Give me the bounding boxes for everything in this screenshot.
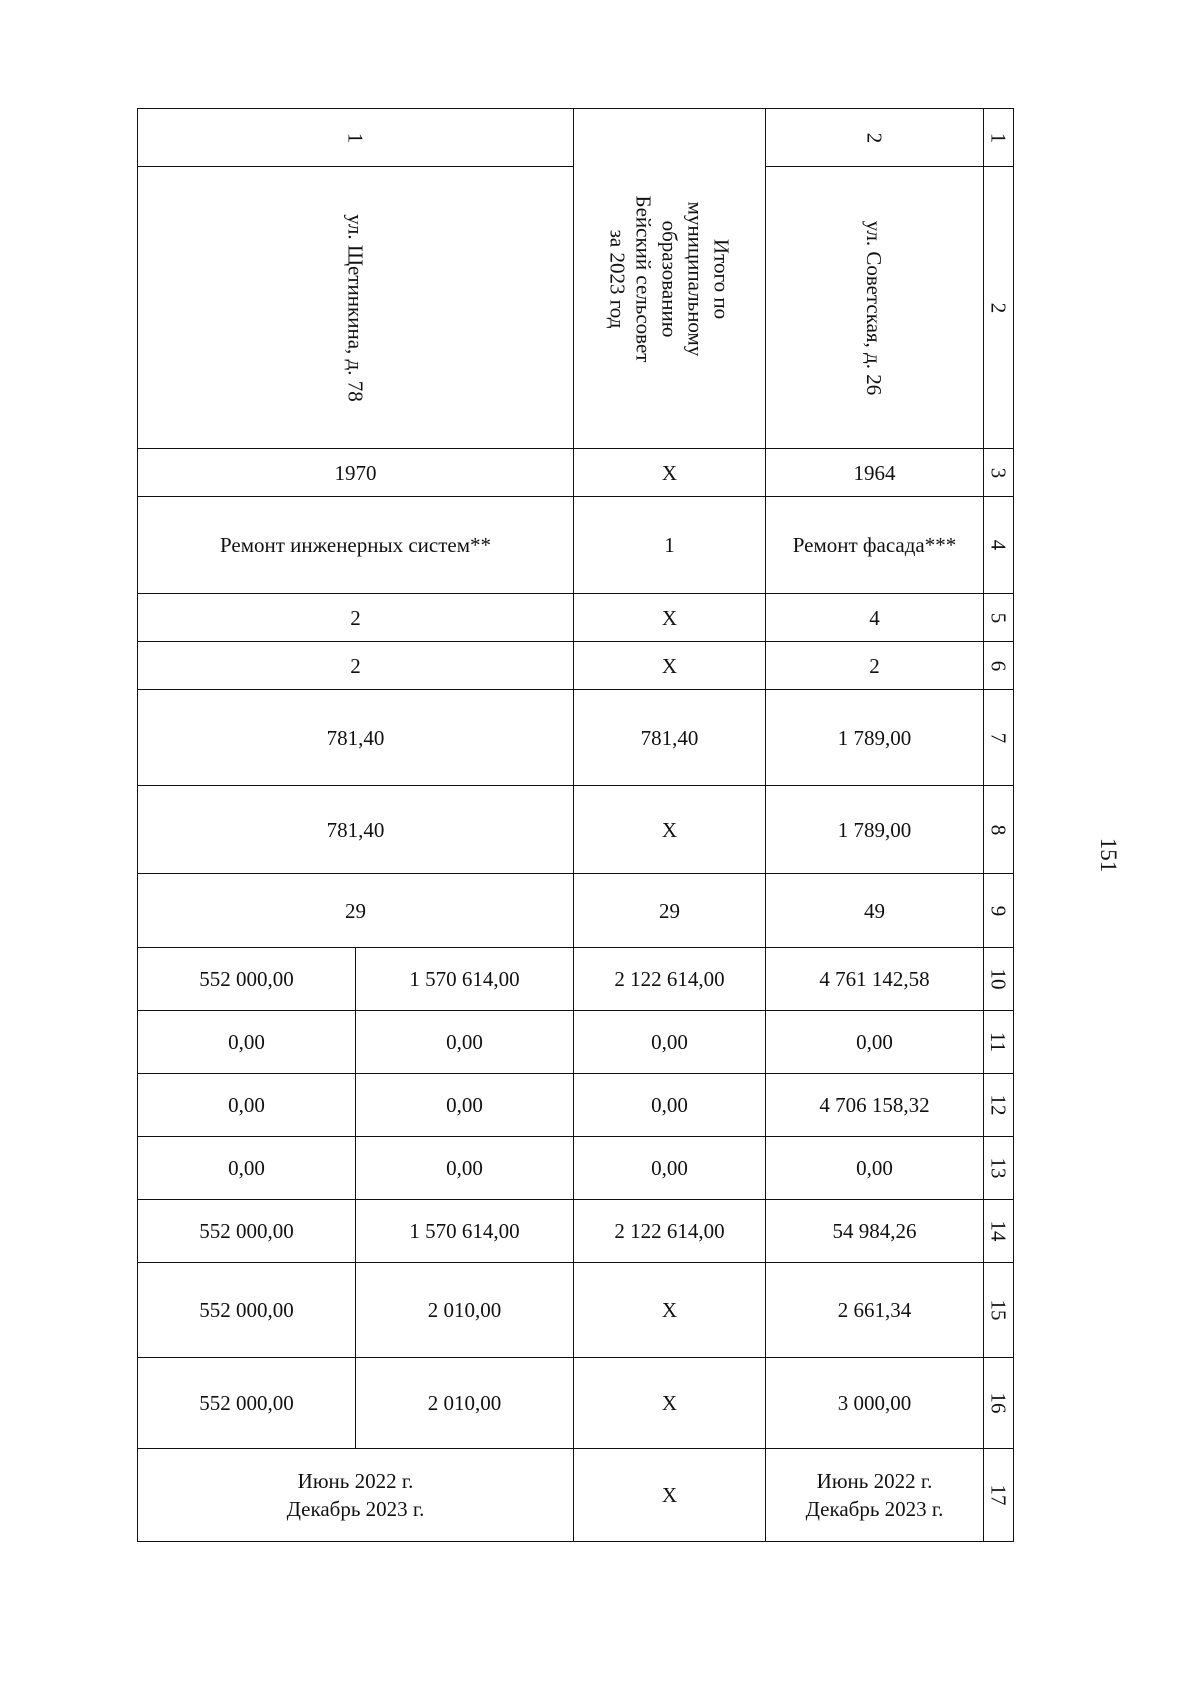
row-index-2: 2 — [984, 167, 1014, 449]
col-b-work-type: 1 — [574, 497, 766, 594]
col-a-number: 1 — [138, 109, 574, 167]
col-c-number: 2 — [766, 109, 984, 167]
col-a1-r13: 0,00 — [138, 1137, 356, 1200]
col-a1-r11: 0,00 — [138, 1011, 356, 1074]
col-c-year: 1964 — [766, 449, 984, 497]
col-c-work-type: Ремонт фасада*** — [766, 497, 984, 594]
col-b-r9: 29 — [574, 874, 766, 948]
col-a1-r12: 0,00 — [138, 1074, 356, 1137]
col-a-r5: 2 — [138, 594, 574, 642]
col-c-r6: 2 — [766, 642, 984, 690]
col-a-address: ул. Щетинкина, д. 78 — [138, 167, 574, 449]
row-index-4: 4 — [984, 497, 1014, 594]
row-index-9: 9 — [984, 874, 1014, 948]
col-b-r5: Х — [574, 594, 766, 642]
col-c-r12: 4 706 158,32 — [766, 1074, 984, 1137]
row-index-5: 5 — [984, 594, 1014, 642]
col-b-header: Итого по муниципальному образованию Бейский сельсовет за 2023 год — [574, 109, 766, 449]
col-a-r7: 781,40 — [138, 690, 574, 786]
col-a-r8: 781,40 — [138, 786, 574, 874]
col-b-r17: Х — [574, 1449, 766, 1542]
col-c-r15: 2 661,34 — [766, 1263, 984, 1358]
col-c-r7: 1 789,00 — [766, 690, 984, 786]
row-index-15: 15 — [984, 1263, 1014, 1358]
row-index-16: 16 — [984, 1358, 1014, 1449]
col-a-year: 1970 — [138, 449, 574, 497]
col-c-r9: 49 — [766, 874, 984, 948]
col-c-r10: 4 761 142,58 — [766, 948, 984, 1011]
col-b-r16: Х — [574, 1358, 766, 1449]
row-index-1: 1 — [984, 109, 1014, 167]
col-a-r6: 2 — [138, 642, 574, 690]
col-b-r6: Х — [574, 642, 766, 690]
col-a-r9: 29 — [138, 874, 574, 948]
housing-repair-table — [137, 108, 1014, 1542]
row-index-8: 8 — [984, 786, 1014, 874]
col-b-r12: 0,00 — [574, 1074, 766, 1137]
row-index-10: 10 — [984, 948, 1014, 1011]
col-c-r13: 0,00 — [766, 1137, 984, 1200]
col-a2-r12: 0,00 — [356, 1074, 574, 1137]
col-a2-r11: 0,00 — [356, 1011, 574, 1074]
col-b-r14: 2 122 614,00 — [574, 1200, 766, 1263]
row-index-17: 17 — [984, 1449, 1014, 1542]
col-a-r17: Июнь 2022 г. Декабрь 2023 г. — [138, 1449, 574, 1542]
col-c-r5: 4 — [766, 594, 984, 642]
col-a2-r14: 1 570 614,00 — [356, 1200, 574, 1263]
col-c-r11: 0,00 — [766, 1011, 984, 1074]
col-b-r10: 2 122 614,00 — [574, 948, 766, 1011]
col-a1-r14: 552 000,00 — [138, 1200, 356, 1263]
col-a1-r15: 552 000,00 — [138, 1263, 356, 1358]
col-b-r15: Х — [574, 1263, 766, 1358]
col-b-year: Х — [574, 449, 766, 497]
page-number: 151 — [1096, 837, 1121, 873]
col-a2-r13: 0,00 — [356, 1137, 574, 1200]
col-c-r8: 1 789,00 — [766, 786, 984, 874]
row-index-14: 14 — [984, 1200, 1014, 1263]
col-a2-r16: 2 010,00 — [356, 1358, 574, 1449]
col-c-r16: 3 000,00 — [766, 1358, 984, 1449]
col-a2-r15: 2 010,00 — [356, 1263, 574, 1358]
row-index-11: 11 — [984, 1011, 1014, 1074]
col-a1-r10: 552 000,00 — [138, 948, 356, 1011]
row-index-7: 7 — [984, 690, 1014, 786]
col-b-r13: 0,00 — [574, 1137, 766, 1200]
row-index-6: 6 — [984, 642, 1014, 690]
col-a2-r10: 1 570 614,00 — [356, 948, 574, 1011]
row-index-12: 12 — [984, 1074, 1014, 1137]
col-c-address: ул. Советская, д. 26 — [766, 167, 984, 449]
col-b-r11: 0,00 — [574, 1011, 766, 1074]
col-b-r7: 781,40 — [574, 690, 766, 786]
col-c-r17: Июнь 2022 г. Декабрь 2023 г. — [766, 1449, 984, 1542]
row-index-13: 13 — [984, 1137, 1014, 1200]
col-c-r14: 54 984,26 — [766, 1200, 984, 1263]
col-b-r8: Х — [574, 786, 766, 874]
row-index-3: 3 — [984, 449, 1014, 497]
col-a-work-type: Ремонт инженерных систем** — [138, 497, 574, 594]
col-a1-r16: 552 000,00 — [138, 1358, 356, 1449]
